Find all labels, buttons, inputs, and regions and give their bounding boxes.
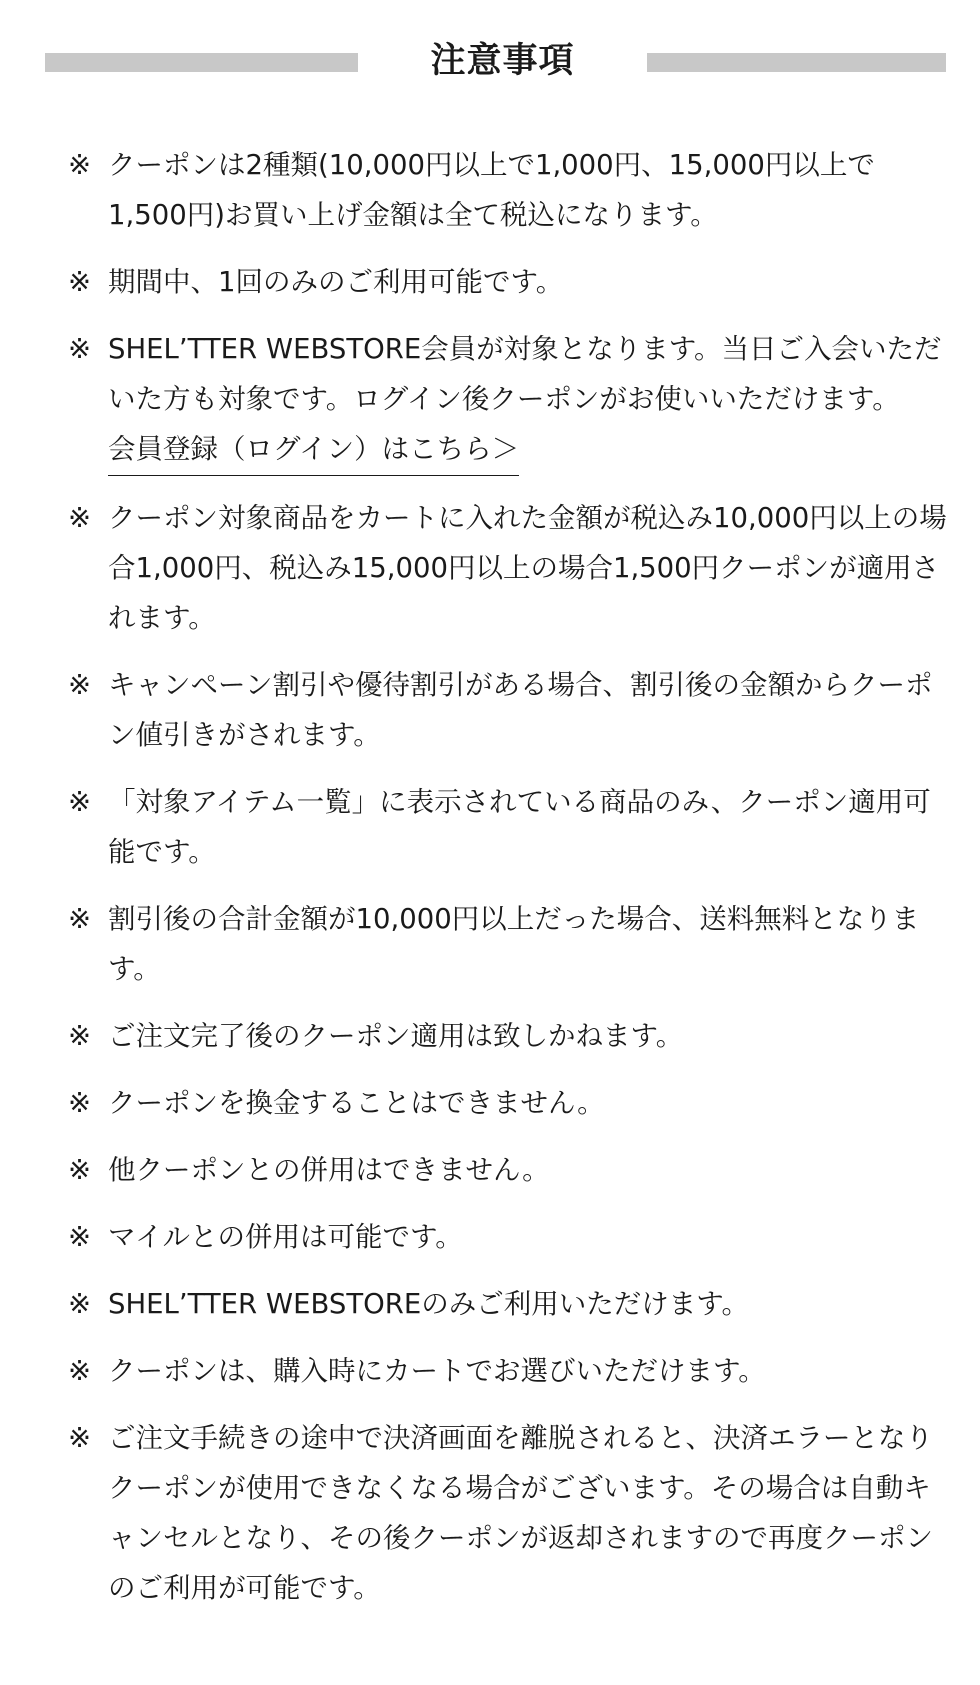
- reference-mark: ※: [68, 1221, 92, 1253]
- header-divider-left: [45, 53, 358, 72]
- note-text: マイルとの併用は可能です。: [108, 1221, 463, 1253]
- note-item: [68, 1413, 948, 1613]
- reference-mark: ※: [68, 1087, 92, 1119]
- page-title: 注意事項: [430, 41, 575, 81]
- note-text: キャンペーン割引や優待割引がある場合、割引後の金額からクーポン値引きがされます。: [108, 669, 933, 751]
- note-item: [68, 1078, 948, 1128]
- note-item: [68, 324, 948, 476]
- notes-list: [68, 140, 948, 1630]
- reference-mark: ※: [68, 1020, 92, 1052]
- reference-mark: ※: [68, 149, 92, 181]
- note-text: ご注文完了後のクーポン適用は致しかねます。: [108, 1020, 684, 1052]
- note-text: SHEL’TTER WEBSTOREのみご利用いただけます。: [108, 1288, 750, 1320]
- reference-mark: ※: [68, 669, 92, 701]
- note-item: [68, 1011, 948, 1061]
- note-item: [68, 894, 948, 994]
- note-item: [68, 660, 948, 760]
- note-text: 他クーポンとの併用はできません。: [108, 1154, 550, 1186]
- note-item: [68, 777, 948, 877]
- note-item: [68, 1346, 948, 1396]
- reference-mark: ※: [68, 502, 92, 534]
- note-text: クーポンは2種類(10,000円以上で1,000円、15,000円以上で1,500円)お買い上げ金額は全て税込になります。: [108, 149, 875, 231]
- reference-mark: ※: [68, 1288, 92, 1320]
- note-text: 「対象アイテム一覧」に表示されている商品のみ、クーポン適用可能です。: [108, 786, 931, 868]
- reference-mark: ※: [68, 333, 92, 365]
- member-registration-login-link[interactable]: 会員登録（ログイン）はこちら＞: [108, 427, 519, 476]
- reference-mark: ※: [68, 903, 92, 935]
- reference-mark: ※: [68, 266, 92, 298]
- note-item: [68, 1145, 948, 1195]
- note-item: [68, 1212, 948, 1262]
- note-text: ご注文手続きの途中で決済画面を離脱されると、決済エラーとなりクーポンが使用できなくなる場合がございます。その場合は自動キャンセルとなり、その後クーポンが返却されますので再度クーポンのご利用が可能です。: [108, 1422, 933, 1604]
- note-text: クーポンを換金することはできません。: [108, 1087, 605, 1119]
- note-item: [68, 140, 948, 240]
- note-text: クーポンは、購入時にカートでお選びいただけます。: [108, 1355, 766, 1387]
- note-text: SHEL’TTER WEBSTORE会員が対象となります。当日ご入会いただいた方も対象です。ログイン後クーポンがお使いいただけます。: [108, 333, 942, 415]
- reference-mark: ※: [68, 1154, 92, 1186]
- section-header: [0, 0, 980, 125]
- header-divider-right: [647, 53, 946, 72]
- note-text: 割引後の合計金額が10,000円以上だった場合、送料無料となります。: [108, 903, 920, 985]
- note-item: [68, 493, 948, 643]
- note-text: クーポン対象商品をカートに入れた金額が税込み10,000円以上の場合1,000円、税込み15,000円以上の場合1,500円クーポンが適用されます。: [108, 502, 947, 634]
- note-item: [68, 1279, 948, 1329]
- reference-mark: ※: [68, 786, 92, 818]
- note-item: [68, 257, 948, 307]
- note-text: 期間中、1回のみのご利用可能です。: [108, 266, 564, 298]
- reference-mark: ※: [68, 1422, 92, 1454]
- reference-mark: ※: [68, 1355, 92, 1387]
